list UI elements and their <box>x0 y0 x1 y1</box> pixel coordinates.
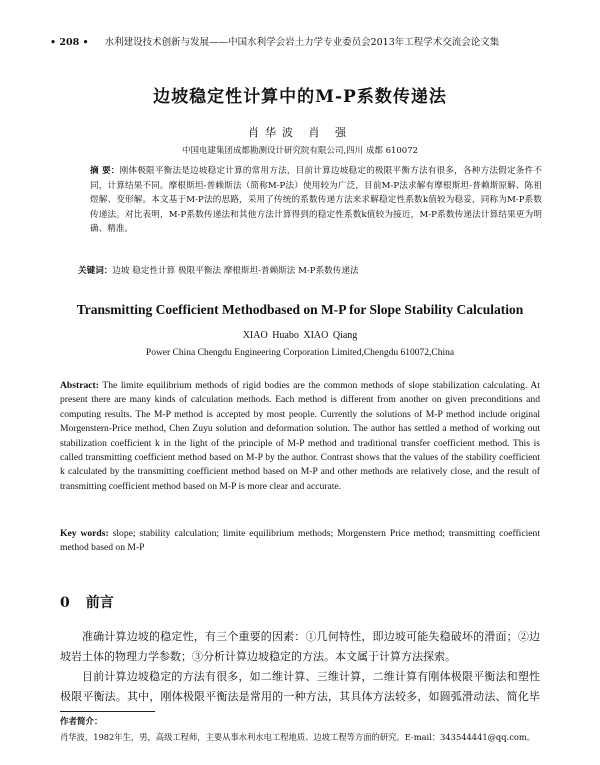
section-number: 0 <box>60 595 70 611</box>
body-paragraph: 准确计算边坡的稳定性，有三个重要的因素：①几何特性，即边坡可能失稳破坏的滑面；②边坡岩土体的物理力学参数；③分析计算边坡稳定的方法。本文属于计算方法探索。 <box>60 630 540 663</box>
authors-cn: 肖华波 肖 强 <box>248 126 352 139</box>
section-heading <box>60 592 114 612</box>
footnote-label: 作者简介： <box>60 717 103 727</box>
footnote-divider <box>60 711 155 712</box>
journal-title: 水利建设技术创新与发展——中国水利学会岩土力学专业委员会2013年工程学术交流会论文集 <box>104 37 500 48</box>
keywords-cn-label: 关键词： <box>78 266 113 276</box>
body-paragraph: 目前计算边坡稳定的方法有很多，如二维计算、三维计算，二维计算有刚体极限平衡法和塑性极限平衡法。其中，刚体极限平衡法是常用的一种方法，其具体方法较多，如圆弧滑动法、简化毕 <box>60 670 540 703</box>
keywords-en-label: Key words: <box>60 528 109 539</box>
page-number: • 208 • <box>50 37 89 48</box>
affiliation-cn: 中国电建集团成都勘测设计研究院有限公司,四川 成都 610072 <box>181 146 419 156</box>
authors-en: XIAO Huabo XIAO Qiang <box>242 330 358 341</box>
paper-title-en: Transmitting Coefficient Methodbased on M-P for Slope Stability Calculation <box>76 302 524 317</box>
abstract-cn <box>90 164 542 237</box>
footnote-text: 肖华波，1982年生，男，高级工程师，主要从事水利水电工程地质、边坡工程等方面的研究。E-mail：343544441@qq.com。 <box>60 732 536 742</box>
abstract-cn-text: 刚体极限平衡法是边坡稳定计算的常用方法，目前计算边坡稳定的极限平衡方法有很多，各种方法假定条件不同，计算结果不同。摩根斯坦-普赖斯法（简称M-P法）使用较为广泛，目前M-P法求解有摩根斯坦-普赖斯原解、陈祖煜解、变形解。本文基于M-P法的思路，采用了传统的系数传递方法来求解稳定性系数k值较为稳妥，同称为M-P系数传递法。对比表明，M-P系数传递法和其他方法计算得到的稳定性系数k值较为接近，M-P系数传递法计算结果更为明确、精准。 <box>90 166 542 234</box>
abstract-en <box>60 379 540 494</box>
keywords-cn <box>78 264 548 276</box>
section-title: 前言 <box>85 595 114 611</box>
abstract-cn-label: 摘 要： <box>90 166 120 176</box>
paper-title-cn: 边坡稳定性计算中的M-P系数传递法 <box>153 87 447 107</box>
keywords-en <box>60 527 540 556</box>
running-header <box>50 34 560 50</box>
affiliation-en: Power China Chengdu Engineering Corporation Limited,Chengdu 610072,China <box>145 348 455 358</box>
abstract-en-label: Abstract: <box>60 380 99 391</box>
abstract-en-text: The limite equilibrium methods of rigid bodies are the common methods of slope stabilization calculating. At present there are many kinds of calculation methods. Each method is different from another on given preconditions and computing results. The M-P method is accepted by most people. Currently the solutions of M-P method include original Morgenstern-Price method, Chen Zuyu solution and deformation solution. The author has settled a method of working out stabilization coefficient k in the light of the principle of M-P method and traditional transfer coefficient method. This is called transmitting coefficient method based on M-P by the author. Contrast shows that the values of the stability coefficient k calculated by the transmitting coefficient method based on M-P and other methods are relatively close, and the result of transmitting coefficient method based on M-P is more clear and accurate. <box>60 380 541 492</box>
keywords-en-text: slope; stability calculation; limite equilibrium methods; Morgenstern Price method; transmitting coefficient method based on M-P <box>60 528 540 554</box>
keywords-cn-text: 边坡 稳定性计算 极限平衡法 摩根斯坦-普赖斯法 M-P系数传递法 <box>112 266 359 276</box>
